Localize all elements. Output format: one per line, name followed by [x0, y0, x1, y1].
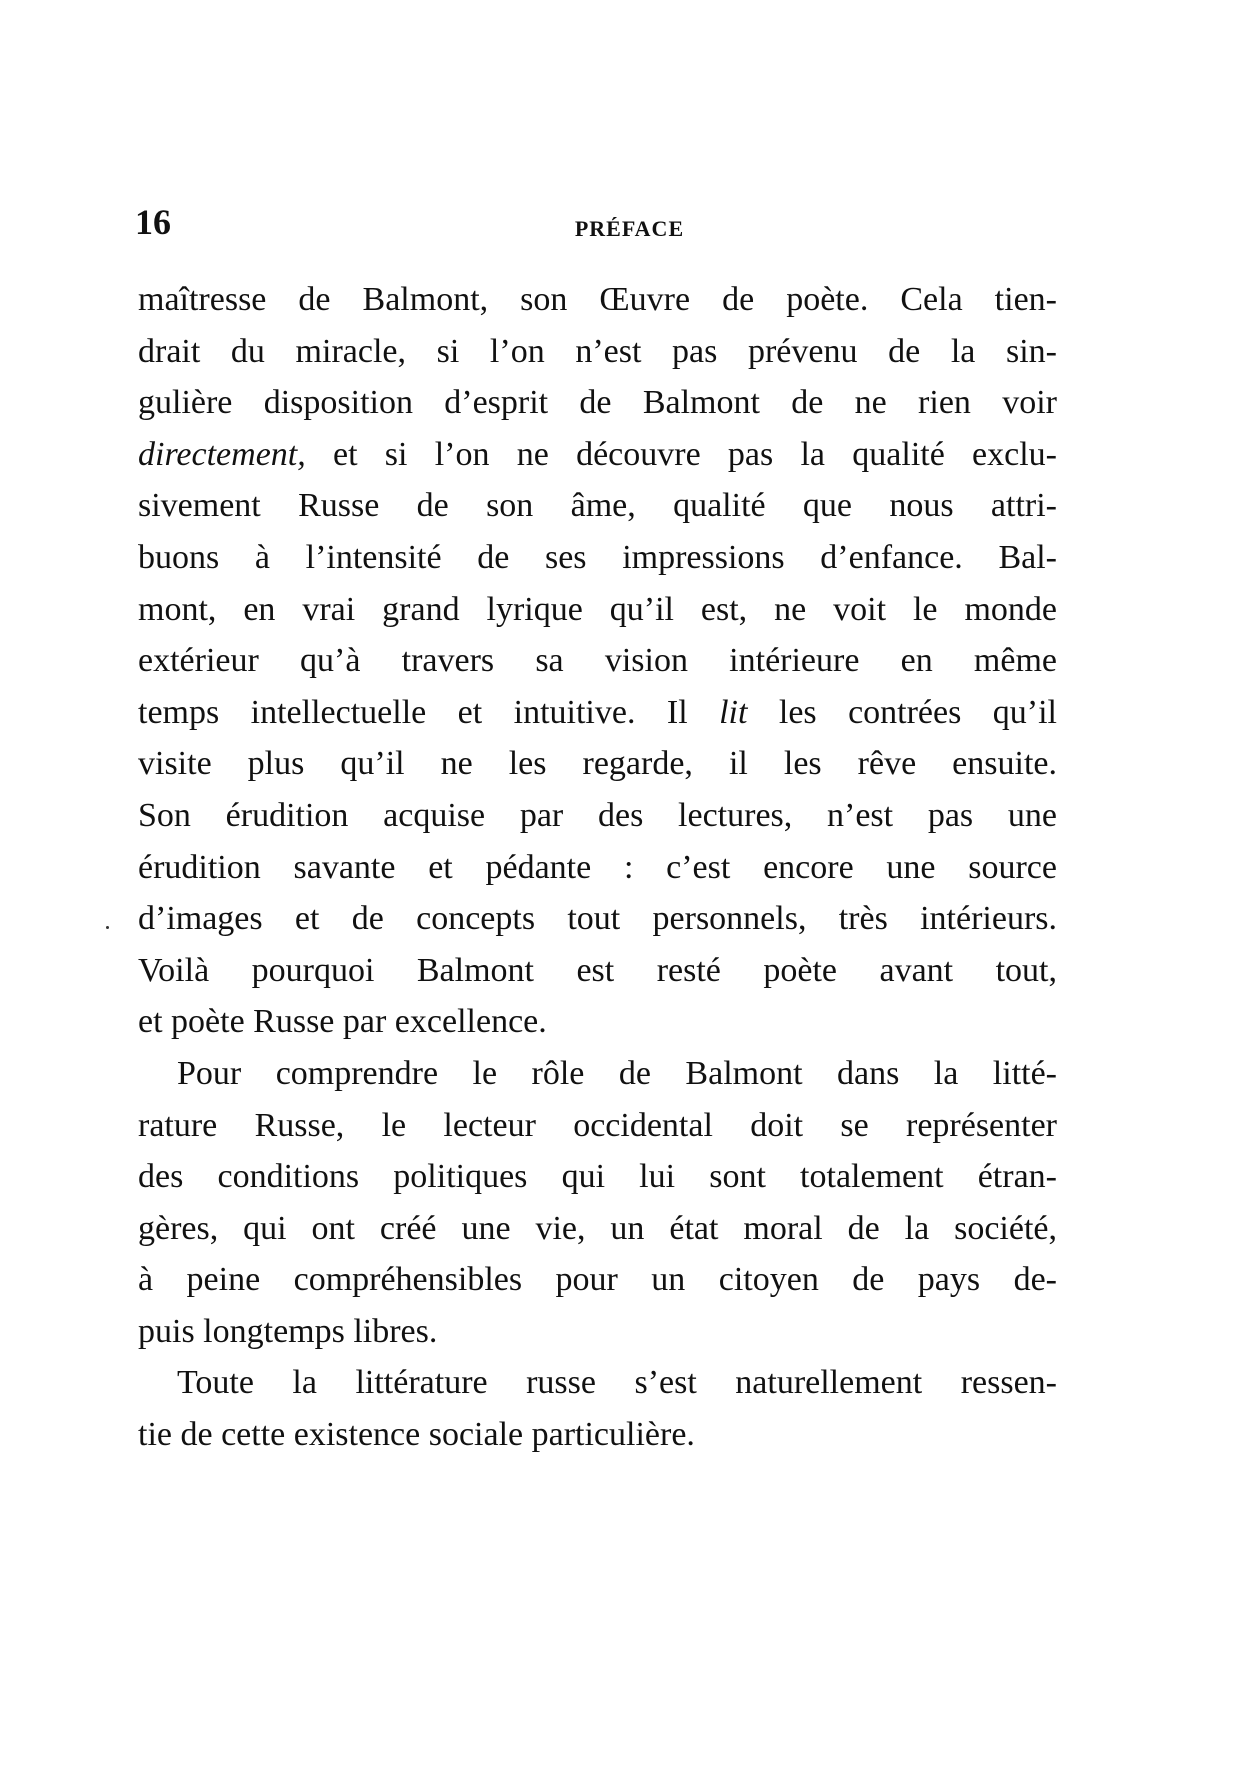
text-line: puis longtemps libres.	[138, 1312, 438, 1350]
text-segment: et si l’on ne découvre pas la qualité exclu-	[305, 435, 1057, 473]
text-line: Son érudition acquise par des lectures, n’est pas une	[138, 796, 1057, 834]
text-line: buons à l’intensité de ses impressions d’enfance. Bal-	[138, 538, 1057, 576]
text-line: Voilà pourquoi Balmont est resté poète avant tout,	[138, 951, 1057, 989]
text-line: gères, qui ont créé une vie, un état moral de la société,	[138, 1209, 1057, 1247]
page-number: 16	[135, 202, 171, 242]
italic-word: directement,	[138, 435, 306, 473]
text-line: érudition savante et pédante : c’est encore une source	[138, 848, 1057, 886]
text-line	[138, 429, 1057, 481]
text-line: à peine compréhensibles pour un citoyen de pays de-	[138, 1261, 1057, 1299]
running-title: PRÉFACE	[574, 216, 685, 241]
text-line: et poète Russe par excellence.	[138, 1003, 547, 1041]
text-line: extérieur qu’à travers sa vision intérieure en même	[138, 642, 1057, 680]
text-line: d’images et de concepts tout personnels, très intérieurs.	[138, 900, 1057, 938]
text-line: drait du miracle, si l’on n’est pas prévenu de la sin-	[138, 332, 1057, 370]
paragraph-start-line: Toute la littérature russe s’est naturellement ressen-	[177, 1364, 1057, 1402]
text-line: tie de cette existence sociale particulière.	[138, 1416, 695, 1454]
text-segment: les contrées qu’il	[747, 693, 1057, 731]
italic-word: lit	[719, 693, 748, 731]
text-line: gulière disposition d’esprit de Balmont de ne rien voir	[138, 384, 1057, 422]
text-line: mont, en vrai grand lyrique qu’il est, ne voit le monde	[138, 590, 1057, 628]
print-speck	[106, 926, 109, 929]
text-line: rature Russe, le lecteur occidental doit se représenter	[138, 1106, 1057, 1144]
text-line: maîtresse de Balmont, son Œuvre de poète. Cela tien-	[138, 281, 1057, 318]
text-line: des conditions politiques qui lui sont totalement étran-	[138, 1158, 1057, 1196]
text-segment: temps intellectuelle et intuitive. Il	[138, 693, 720, 731]
text-line	[138, 687, 1057, 739]
body-text	[138, 274, 1057, 1461]
text-line: sivement Russe de son âme, qualité que nous attri-	[138, 487, 1057, 525]
paragraph-start-line: Pour comprendre le rôle de Balmont dans la litté-	[177, 1054, 1057, 1092]
text-line: visite plus qu’il ne les regarde, il les rêve ensuite.	[138, 745, 1057, 783]
